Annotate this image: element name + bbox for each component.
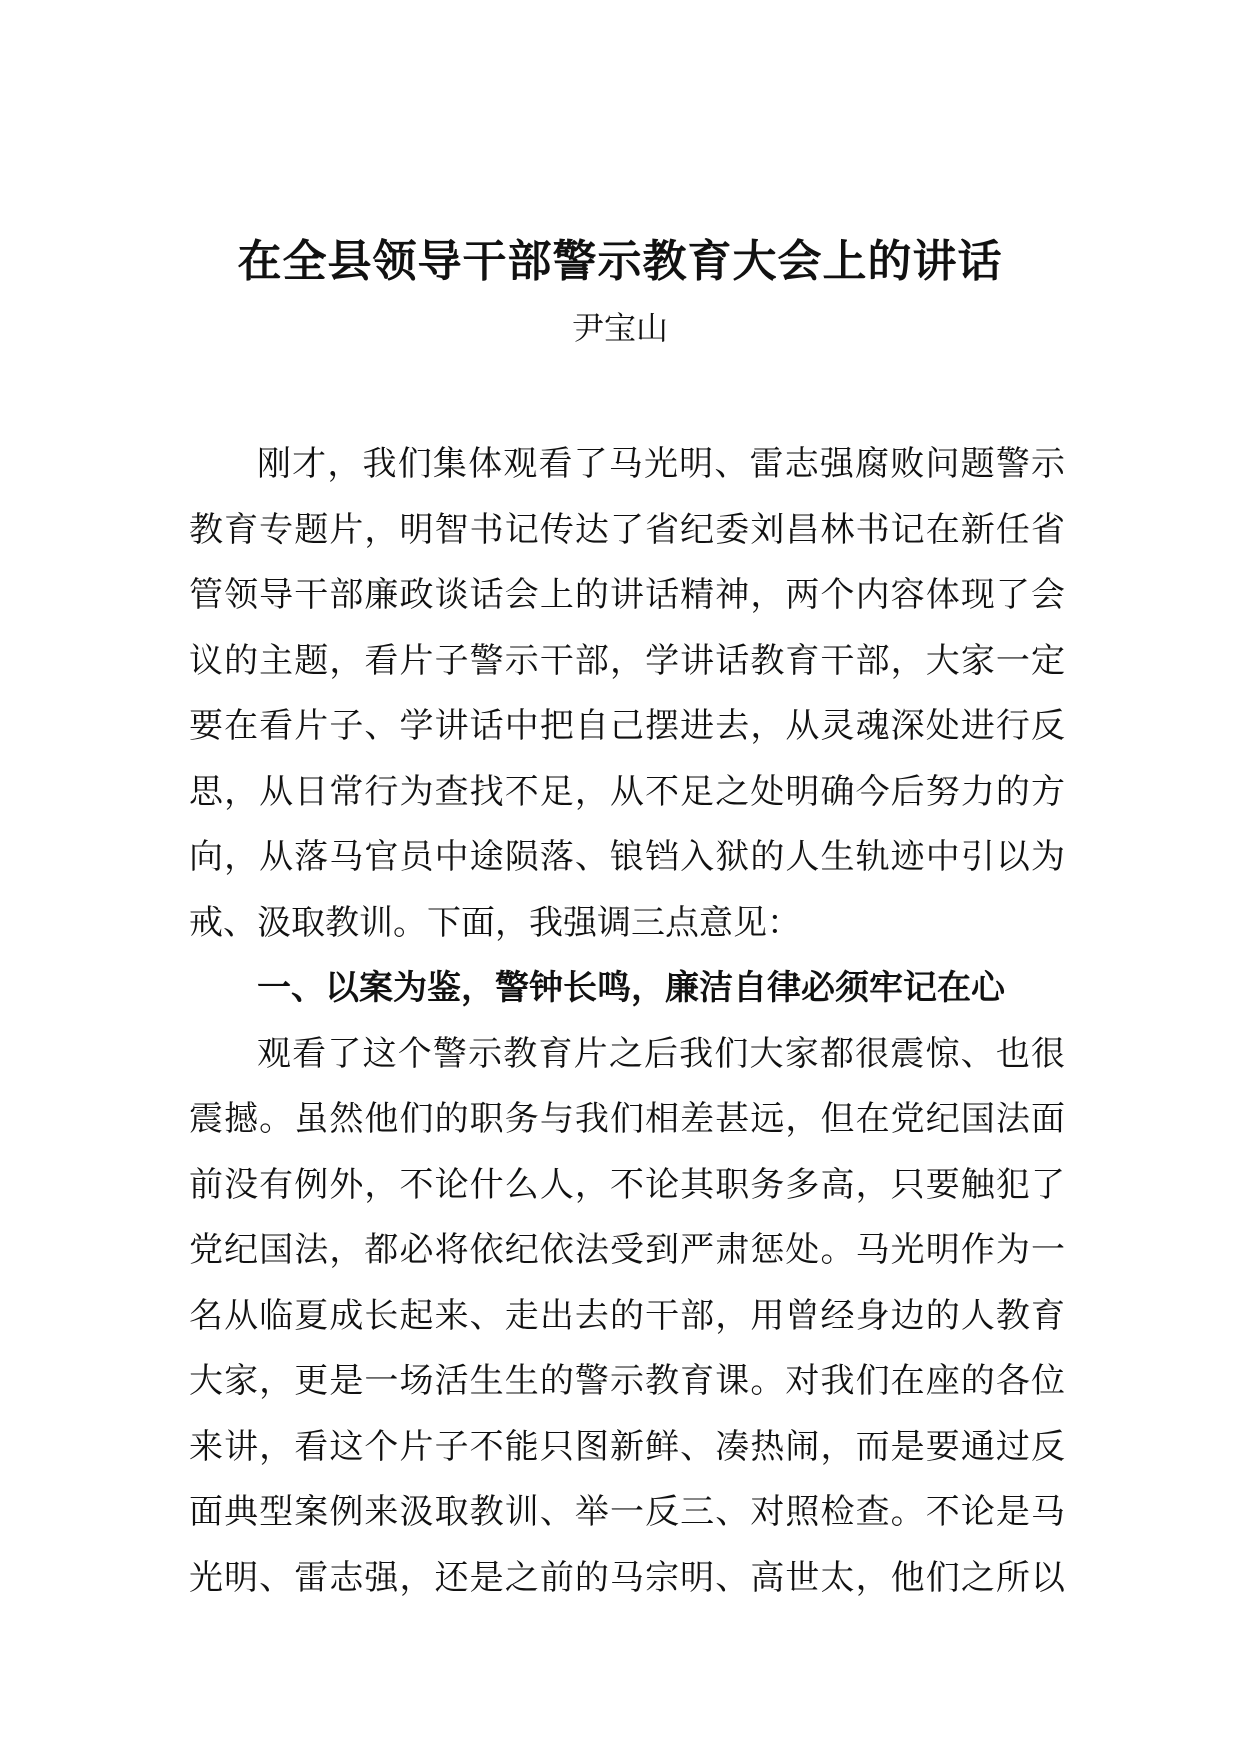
paragraph-line: 要在看片子、学讲话中把自己摆进去，从灵魂深处进行反	[189, 706, 1065, 746]
paragraph-line: 大家，更是一场活生生的警示教育课。对我们在座的各位	[189, 1361, 1065, 1401]
paragraph-line: 党纪国法，都必将依纪依法受到严肃惩处。马光明作为一	[189, 1230, 1065, 1270]
paragraph-line: 管领导干部廉政谈话会上的讲话精神，两个内容体现了会	[189, 575, 1065, 615]
paragraph-line: 思，从日常行为查找不足，从不足之处明确今后努力的方	[189, 771, 1065, 812]
paragraph-line: 戒、汲取教训。下面，我强调三点意见：	[189, 902, 801, 943]
document-author: 尹宝山	[571, 309, 668, 347]
paragraph-line: 光明、雷志强，还是之前的马宗明、高世太，他们之所以	[189, 1557, 1065, 1598]
paragraph-line: 刚才，我们集体观看了马光明、雷志强腐败问题警示	[257, 444, 1065, 484]
paragraph-line: 向，从落马官员中途陨落、锒铛入狱的人生轨迹中引以为	[189, 837, 1065, 877]
paragraph-line: 震撼。虽然他们的职务与我们相差甚远，但在党纪国法面	[189, 1099, 1065, 1139]
paragraph-line: 前没有例外，不论什么人，不论其职务多高，只要触犯了	[189, 1164, 1065, 1205]
document-body	[189, 432, 1065, 1611]
paragraph-line: 名从临夏成长起来、走出去的干部，用曾经身边的人教育	[189, 1295, 1065, 1336]
section-heading: 一、以案为鉴，警钟长鸣，廉洁自律必须牢记在心	[257, 968, 1005, 1008]
paragraph-line: 来讲，看这个片子不能只图新鲜、凑热闹，而是要通过反	[189, 1426, 1065, 1467]
paragraph-line: 面典型案例来汲取教训、举一反三、对照检查。不论是马	[189, 1492, 1065, 1532]
paragraph-line: 观看了这个警示教育片之后我们大家都很震惊、也很	[257, 1033, 1065, 1074]
document-title: 在全县领导干部警示教育大会上的讲话	[237, 236, 1003, 287]
paragraph-line: 教育专题片，明智书记传达了省纪委刘昌林书记在新任省	[189, 509, 1065, 550]
paragraph-line: 议的主题，看片子警示干部，学讲话教育干部，大家一定	[189, 640, 1065, 681]
